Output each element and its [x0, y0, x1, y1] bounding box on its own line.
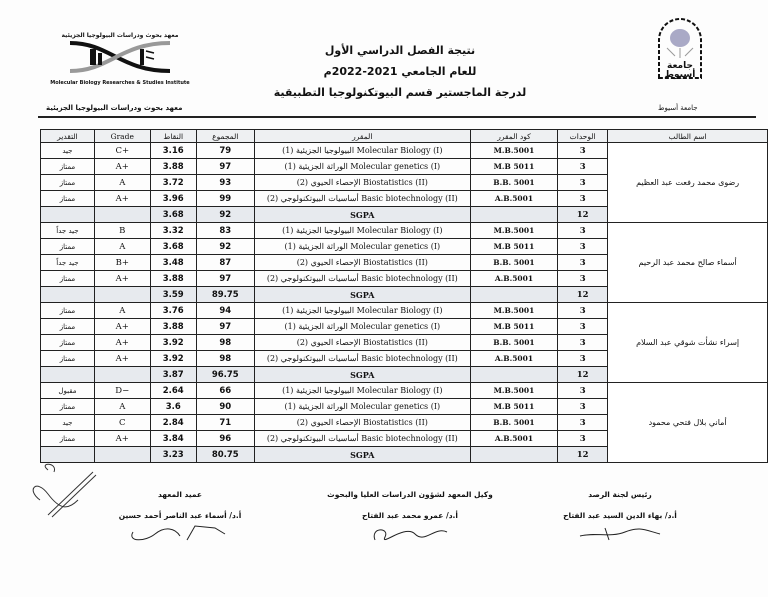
- sgpa-label: SGPA: [254, 287, 470, 303]
- col-header-code: كود المقرر: [470, 130, 557, 143]
- course-cell: البيولوجيا الجزيئية (1) Molecular Biology (I): [254, 383, 470, 399]
- header-divider: [38, 116, 756, 118]
- sgpa-label: SGPA: [254, 447, 470, 463]
- points-cell: 3.88: [150, 159, 196, 175]
- units-cell: 3: [558, 335, 608, 351]
- points-cell: 3.68: [150, 239, 196, 255]
- rating-cell: ممتاز: [41, 175, 95, 191]
- course-cell: البيولوجيا الجزيئية (1) Molecular Biology (I): [254, 303, 470, 319]
- units-cell: 3: [558, 383, 608, 399]
- signature-title: عميد المعهد: [157, 490, 203, 499]
- sgpa-label: SGPA: [254, 367, 470, 383]
- points-cell: 3.32: [150, 223, 196, 239]
- handwritten-signature-icon: [365, 522, 455, 544]
- course-code-cell: B.B. 5001: [470, 175, 557, 191]
- rating-cell: ممتاز: [41, 319, 95, 335]
- course-cell: الوراثة الجزيئية (1) Molecular genetics (I): [254, 319, 470, 335]
- course-code-cell: B.B. 5001: [470, 335, 557, 351]
- grade-cell: B+: [94, 255, 150, 271]
- title-line-1: نتيجة الفصل الدراسي الأول: [324, 44, 476, 57]
- grade-cell: A+: [94, 191, 150, 207]
- total-cell: 97: [196, 319, 254, 335]
- total-cell: 92: [196, 239, 254, 255]
- results-table-body: [41, 143, 768, 463]
- table-row: [41, 383, 768, 399]
- student-name-cell: إسراء نشأت شوقي عبد السلام: [608, 303, 768, 383]
- rating-cell: ممتاز: [41, 271, 95, 287]
- course-code-cell: A.B.5001: [470, 431, 557, 447]
- table-header-row: [41, 130, 768, 143]
- sgpa-points-cell: 3.87: [150, 367, 196, 383]
- course-code-cell: M.B.5001: [470, 223, 557, 239]
- points-cell: 3.72: [150, 175, 196, 191]
- points-cell: 3.84: [150, 431, 196, 447]
- course-code-cell: M.B 5011: [470, 159, 557, 175]
- total-cell: 96: [196, 431, 254, 447]
- course-cell: الوراثة الجزيئية (1) Molecular genetics (I): [254, 399, 470, 415]
- institute-logo: [40, 32, 200, 86]
- units-cell: 3: [558, 223, 608, 239]
- institute-logo-top-text: معهد بحوث ودراسات البيولوجيا الجزيئية: [61, 32, 179, 39]
- course-code-cell: A.B.5001: [470, 271, 557, 287]
- signature-name: أ.د/ أسماء عبد الناصر أحمد حسين: [118, 511, 242, 520]
- rating-cell: [41, 367, 95, 383]
- units-cell: 3: [558, 351, 608, 367]
- course-code-cell: M.B.5001: [470, 383, 557, 399]
- units-cell: 3: [558, 399, 608, 415]
- rating-cell: جيد: [41, 415, 95, 431]
- course-code-cell: [470, 447, 557, 463]
- institute-logo-english-text: Molecular Biology Researches & Studies Institute: [50, 80, 190, 86]
- rating-cell: ممتاز: [41, 351, 95, 367]
- university-logo: [655, 12, 705, 82]
- svg-text:جامعة: جامعة: [667, 61, 693, 71]
- total-cell: 87: [196, 255, 254, 271]
- total-cell: 99: [196, 191, 254, 207]
- grade-cell: C: [94, 415, 150, 431]
- course-cell: أساسيات البيوتكنولوجي (2) Basic biotechnology (II): [254, 191, 470, 207]
- col-header-points: النقاط: [150, 130, 196, 143]
- total-cell: 93: [196, 175, 254, 191]
- total-cell: 97: [196, 159, 254, 175]
- table-row: [41, 303, 768, 319]
- grade-cell: [94, 287, 150, 303]
- signature-block-monitoring-committee: [520, 490, 720, 546]
- signature-block-dean: [80, 490, 280, 546]
- grade-cell: A: [94, 175, 150, 191]
- points-cell: 3.92: [150, 351, 196, 367]
- col-header-total: المجموع: [196, 130, 254, 143]
- grade-cell: A+: [94, 319, 150, 335]
- signature-name: أ.د/ بهاء الدين السيد عبد الفتاح: [563, 511, 677, 520]
- rating-cell: جيد جداً: [41, 255, 95, 271]
- units-cell: 3: [558, 319, 608, 335]
- units-cell: 3: [558, 191, 608, 207]
- col-header-grade: Grade: [94, 130, 150, 143]
- points-cell: 3.16: [150, 143, 196, 159]
- points-cell: 3.96: [150, 191, 196, 207]
- handwritten-signature-icon: [575, 522, 665, 544]
- rating-cell: ممتاز: [41, 431, 95, 447]
- units-cell: 3: [558, 143, 608, 159]
- course-code-cell: B.B. 5001: [470, 415, 557, 431]
- grade-cell: A: [94, 239, 150, 255]
- grade-cell: A+: [94, 159, 150, 175]
- document-title: [250, 40, 550, 103]
- course-cell: الإحصاء الحيوي (2) Biostatistics (II): [254, 175, 470, 191]
- grade-cell: A+: [94, 271, 150, 287]
- table-row: [41, 223, 768, 239]
- rating-cell: مقبول: [41, 383, 95, 399]
- grade-cell: A+: [94, 351, 150, 367]
- grade-cell: A+: [94, 431, 150, 447]
- col-header-rating: التقدير: [41, 130, 95, 143]
- points-cell: 3.88: [150, 271, 196, 287]
- grade-cell: [94, 207, 150, 223]
- student-name-cell: رضوى محمد رفعت عبد العظيم: [608, 143, 768, 223]
- results-table: [40, 129, 768, 463]
- grade-cell: B: [94, 223, 150, 239]
- course-code-cell: M.B 5011: [470, 399, 557, 415]
- sgpa-total-cell: 92: [196, 207, 254, 223]
- points-cell: 3.92: [150, 335, 196, 351]
- university-name: جامعة أسيوط: [658, 104, 698, 112]
- handwritten-initials-icon: [18, 460, 98, 520]
- points-cell: 3.48: [150, 255, 196, 271]
- course-cell: البيولوجيا الجزيئية (1) Molecular Biology (I): [254, 223, 470, 239]
- total-cell: 98: [196, 335, 254, 351]
- rating-cell: جيد: [41, 143, 95, 159]
- total-cell: 66: [196, 383, 254, 399]
- total-cell: 83: [196, 223, 254, 239]
- units-cell: 3: [558, 175, 608, 191]
- course-code-cell: M.B.5001: [470, 303, 557, 319]
- total-cell: 71: [196, 415, 254, 431]
- course-code-cell: [470, 207, 557, 223]
- course-code-cell: A.B.5001: [470, 191, 557, 207]
- signature-title: رئيس لجنة الرصد: [588, 490, 652, 499]
- sgpa-units-cell: 12: [558, 447, 608, 463]
- points-cell: 3.88: [150, 319, 196, 335]
- units-cell: 3: [558, 271, 608, 287]
- svg-text:أسيوط: أسيوط: [664, 70, 696, 80]
- course-cell: الإحصاء الحيوي (2) Biostatistics (II): [254, 415, 470, 431]
- col-header-course: المقرر: [254, 130, 470, 143]
- grade-cell: A+: [94, 335, 150, 351]
- grade-cell: [94, 447, 150, 463]
- title-line-3: لدرجة الماجستير قسم البيوتكنولوجيا التطبيقية: [273, 86, 527, 99]
- course-cell: الإحصاء الحيوي (2) Biostatistics (II): [254, 335, 470, 351]
- rating-cell: ممتاز: [41, 399, 95, 415]
- rating-cell: ممتاز: [41, 303, 95, 319]
- handwritten-signature-icon: [125, 522, 235, 544]
- course-code-cell: A.B.5001: [470, 351, 557, 367]
- course-code-cell: M.B 5011: [470, 239, 557, 255]
- title-line-2: للعام الجامعي 2021-2022م: [323, 65, 477, 78]
- dna-helix-logo-icon: [60, 39, 180, 75]
- signature-title: وكيل المعهد لشؤون الدراسات العليا والبحوث: [327, 490, 493, 499]
- course-cell: البيولوجيا الجزيئية (1) Molecular Biology (I): [254, 143, 470, 159]
- col-header-units: الوحدات: [558, 130, 608, 143]
- course-cell: أساسيات البيوتكنولوجي (2) Basic biotechnology (II): [254, 431, 470, 447]
- grade-cell: A: [94, 303, 150, 319]
- course-cell: أساسيات البيوتكنولوجي (2) Basic biotechnology (II): [254, 271, 470, 287]
- sgpa-units-cell: 12: [558, 367, 608, 383]
- rating-cell: [41, 287, 95, 303]
- sgpa-label: SGPA: [254, 207, 470, 223]
- total-cell: 97: [196, 271, 254, 287]
- sgpa-units-cell: 12: [558, 207, 608, 223]
- course-code-cell: M.B 5011: [470, 319, 557, 335]
- course-code-cell: [470, 367, 557, 383]
- total-cell: 94: [196, 303, 254, 319]
- rating-cell: ممتاز: [41, 159, 95, 175]
- points-cell: 3.76: [150, 303, 196, 319]
- sgpa-points-cell: 3.68: [150, 207, 196, 223]
- course-cell: الإحصاء الحيوي (2) Biostatistics (II): [254, 255, 470, 271]
- course-code-cell: M.B.5001: [470, 143, 557, 159]
- points-cell: 3.6: [150, 399, 196, 415]
- total-cell: 90: [196, 399, 254, 415]
- course-cell: الوراثة الجزيئية (1) Molecular genetics (I): [254, 159, 470, 175]
- grade-cell: [94, 367, 150, 383]
- sgpa-points-cell: 3.23: [150, 447, 196, 463]
- rating-cell: [41, 207, 95, 223]
- course-cell: الوراثة الجزيئية (1) Molecular genetics (I): [254, 239, 470, 255]
- units-cell: 3: [558, 415, 608, 431]
- sgpa-total-cell: 89.75: [196, 287, 254, 303]
- grade-cell: A: [94, 399, 150, 415]
- total-cell: 79: [196, 143, 254, 159]
- units-cell: 3: [558, 303, 608, 319]
- course-cell: أساسيات البيوتكنولوجي (2) Basic biotechnology (II): [254, 351, 470, 367]
- units-cell: 3: [558, 255, 608, 271]
- sgpa-points-cell: 3.59: [150, 287, 196, 303]
- institute-name: معهد بحوث ودراسات البيولوجيا الجزيئية: [46, 104, 183, 112]
- student-name-cell: أسماء صالح محمد عبد الرحيم: [608, 223, 768, 303]
- sgpa-units-cell: 12: [558, 287, 608, 303]
- course-code-cell: B.B. 5001: [470, 255, 557, 271]
- signature-block-vice-dean: [300, 490, 520, 546]
- grade-cell: D−: [94, 383, 150, 399]
- sgpa-total-cell: 80.75: [196, 447, 254, 463]
- rating-cell: جيد جداً: [41, 223, 95, 239]
- rating-cell: ممتاز: [41, 239, 95, 255]
- rating-cell: ممتاز: [41, 335, 95, 351]
- assiut-university-logo-icon: [655, 12, 705, 82]
- col-header-student-name: اسم الطالب: [608, 130, 768, 143]
- points-cell: 2.64: [150, 383, 196, 399]
- units-cell: 3: [558, 239, 608, 255]
- units-cell: 3: [558, 159, 608, 175]
- sgpa-total-cell: 96.75: [196, 367, 254, 383]
- points-cell: 2.84: [150, 415, 196, 431]
- units-cell: 3: [558, 431, 608, 447]
- signature-name: أ.د/ عمرو محمد عبد الفتاح: [362, 511, 458, 520]
- rating-cell: ممتاز: [41, 191, 95, 207]
- student-name-cell: أماني بلال فتحي محمود: [608, 383, 768, 463]
- grade-cell: C+: [94, 143, 150, 159]
- total-cell: 98: [196, 351, 254, 367]
- course-code-cell: [470, 287, 557, 303]
- table-row: [41, 143, 768, 159]
